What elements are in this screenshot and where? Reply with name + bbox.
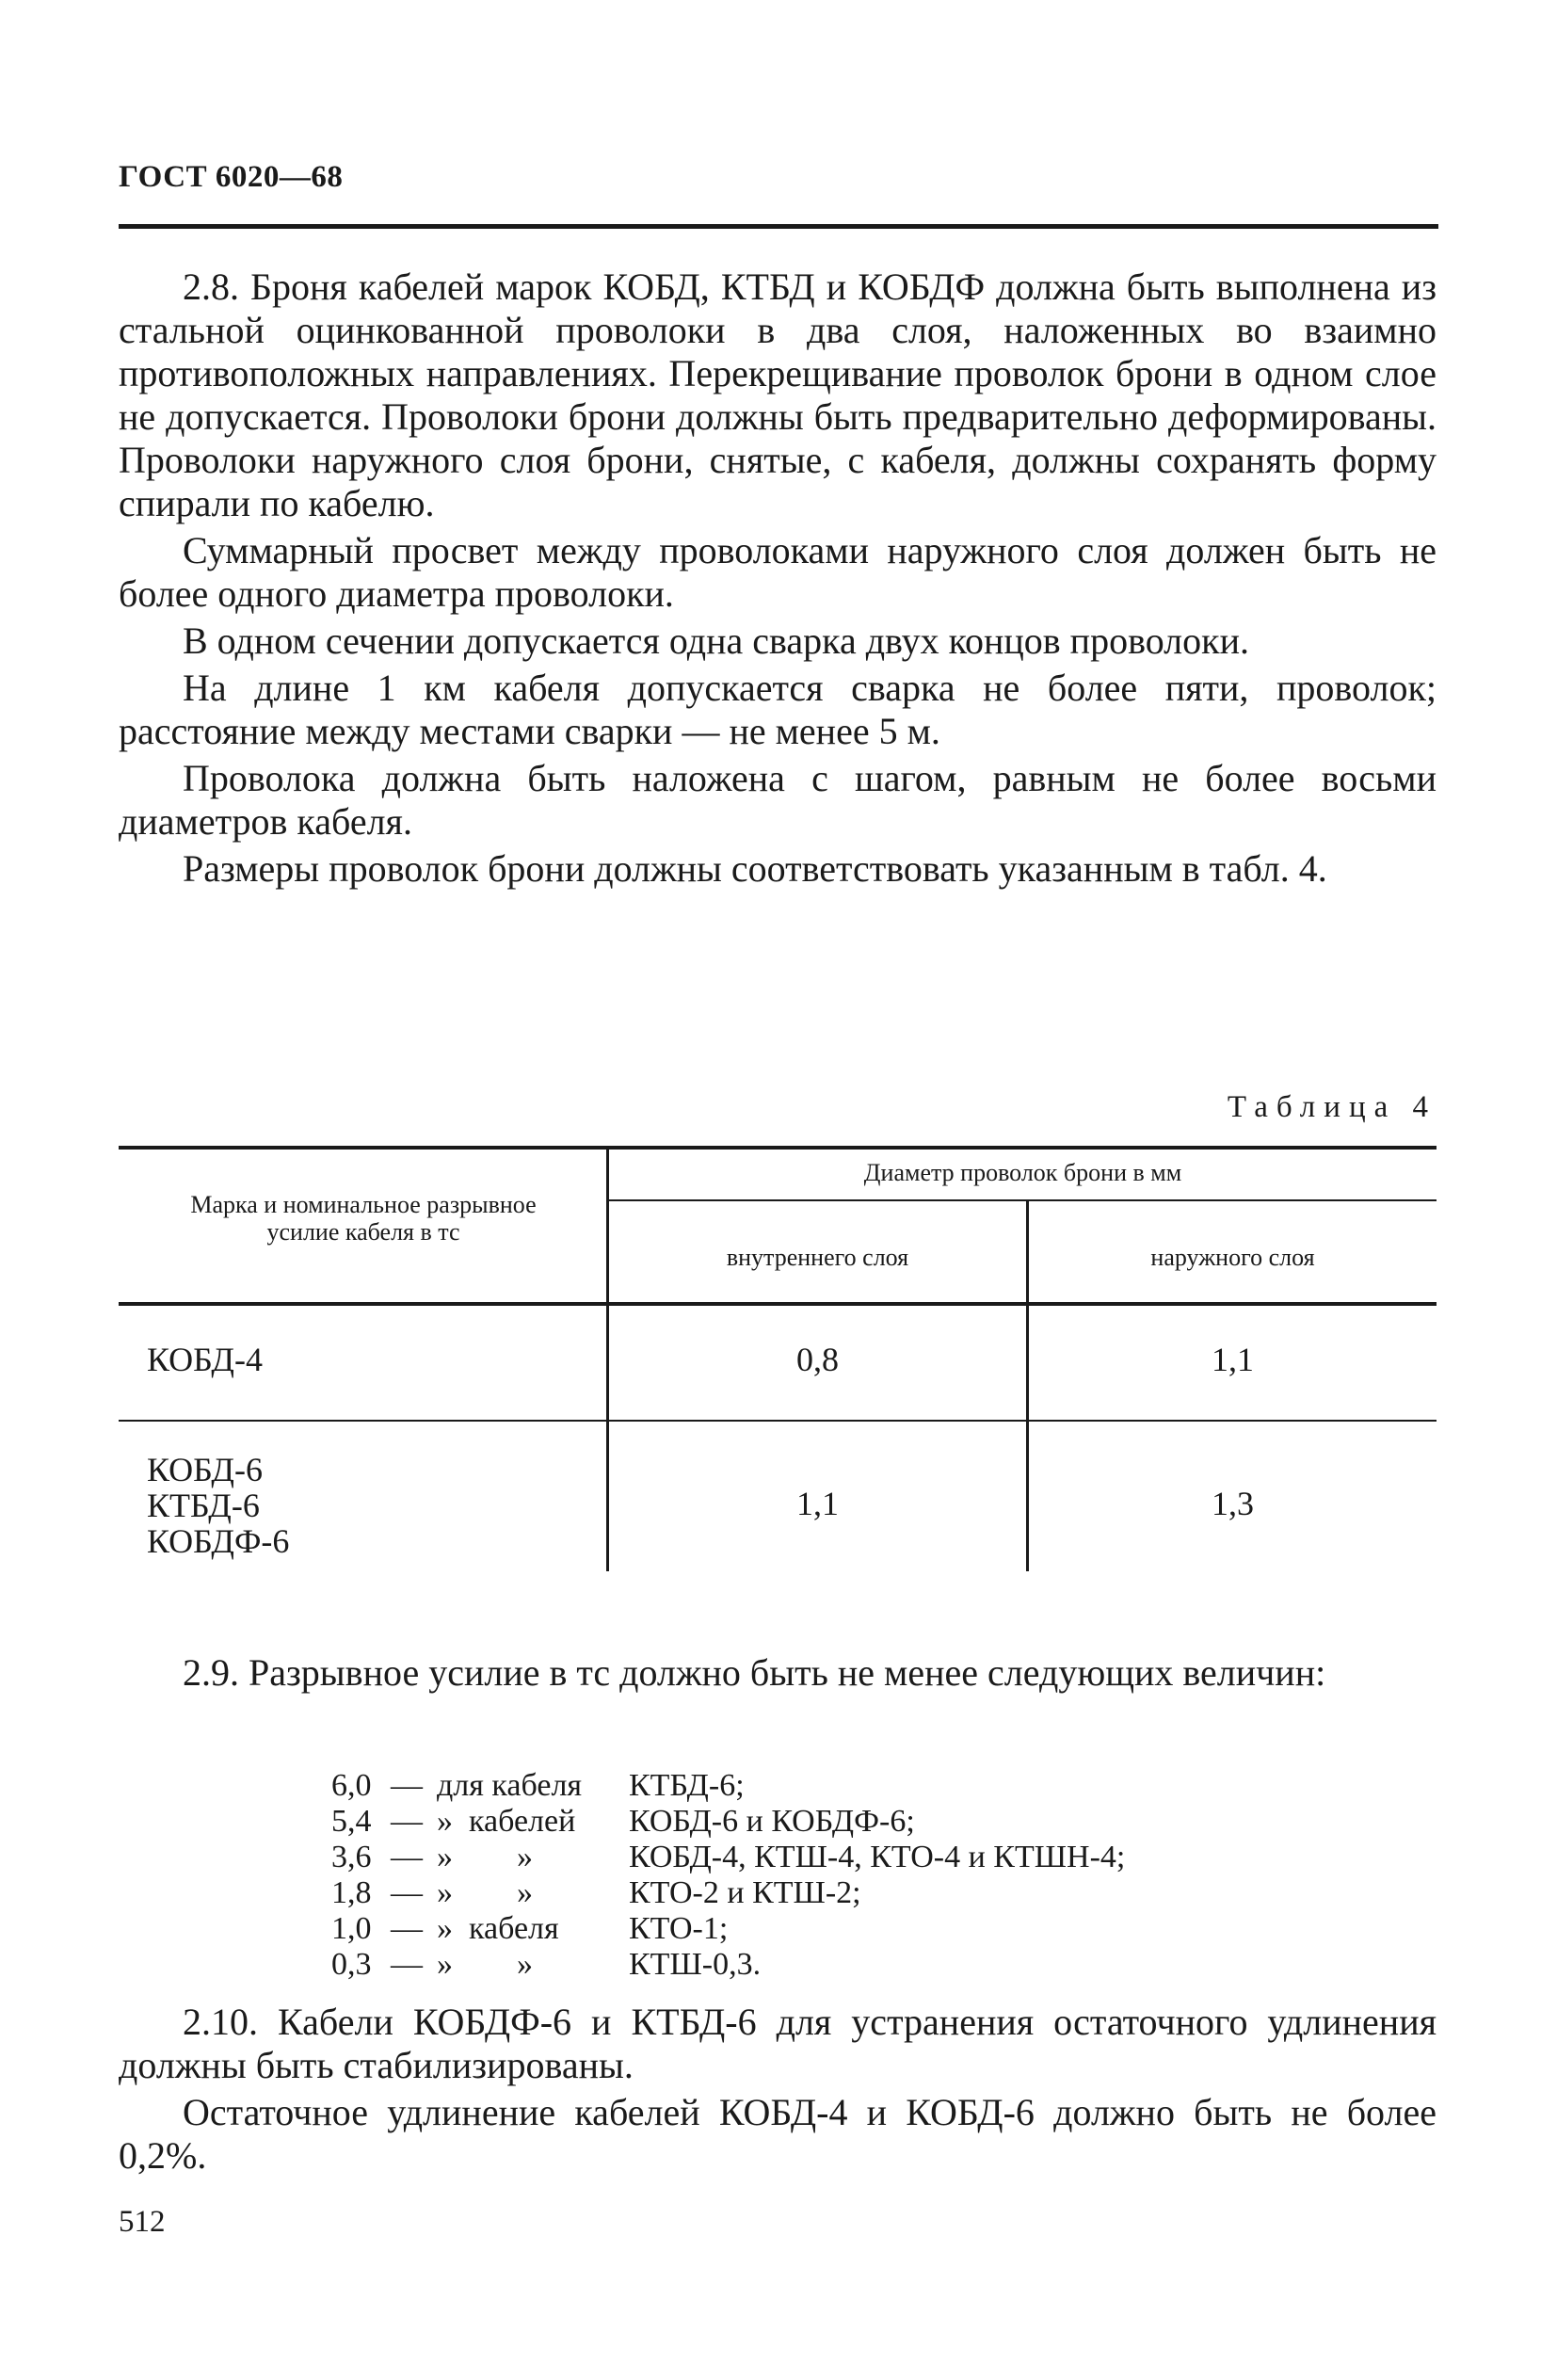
cable-marks: КТБД-6; <box>629 1768 745 1803</box>
table-header-inner: внутреннего слоя <box>726 1244 909 1271</box>
dash: — <box>391 1875 423 1910</box>
cable-marks: КТШ-0,3. <box>629 1947 762 1982</box>
force-word: для кабеля <box>437 1768 583 1803</box>
table-header-outer: наружного слоя <box>1150 1244 1315 1271</box>
cable-marks: КОБД-4, КТШ-4, КТО-4 и КТШН-4; <box>629 1840 1126 1874</box>
paragraph: В одном сечении допускается одна сварка двух концов проволоки. <box>183 619 1249 662</box>
table-cell-inner: 0,8 <box>796 1341 839 1378</box>
dash: — <box>391 1840 423 1874</box>
table-header-diameter: Диаметр проволок брони в мм <box>863 1159 1182 1186</box>
dash: — <box>391 1768 423 1803</box>
force-word: » кабелей <box>437 1804 576 1839</box>
force-word: » » <box>437 1875 533 1910</box>
force-word: » кабеля <box>437 1911 559 1946</box>
table-header-mark: Марка и номинальное разрывное усилие кабеля в тс <box>190 1191 537 1246</box>
table-group-rule <box>609 1199 1437 1201</box>
cable-marks: КТО-1; <box>629 1911 729 1946</box>
table-cell-mark: КОБД-4 <box>147 1341 263 1378</box>
table-cell-inner: 1,1 <box>796 1485 839 1522</box>
cable-marks: КТО-2 и КТШ-2; <box>629 1875 861 1910</box>
dash: — <box>391 1947 423 1982</box>
document-header: ГОСТ 6020—68 <box>119 160 344 194</box>
force-word: » » <box>437 1840 533 1874</box>
paragraph: Суммарный просвет между проволоками наружного слоя должен быть не более одного диаметра проволоки. <box>119 529 1437 615</box>
paragraph: На длине 1 км кабеля допускается сварка не более пяти, проволок; расстояние между местами сварки — не менее 5 м. <box>119 667 1437 752</box>
section-2-10 <box>119 2001 1437 2181</box>
force-value: 1,8 <box>331 1875 372 1910</box>
paragraph: Размеры проволок брони должны соответствовать указанным в табл. 4. <box>183 847 1327 890</box>
table-cell-mark: КОБД-6 КТБД-6 КОБДФ-6 <box>147 1451 290 1560</box>
table-top-rule <box>119 1146 1437 1150</box>
section-2-8 <box>119 265 1437 894</box>
header-rule <box>119 224 1438 229</box>
force-word: » » <box>437 1947 533 1982</box>
force-value: 0,3 <box>331 1947 372 1982</box>
dash: — <box>391 1804 423 1839</box>
force-value: 5,4 <box>331 1804 372 1839</box>
table-4 <box>119 1146 1437 1571</box>
paragraph: 2.10. Кабели КОБДФ-6 и КТБД-6 для устранения остаточного удлинения должны быть стабилизированы. <box>119 2001 1437 2086</box>
paragraph: 2.8. Броня кабелей марок КОБД, КТБД и КОБДФ должна быть выполнена из стальной оцинкованной проволоки в два слоя, наложенных во взаимно противоположных направлениях. Перекрещивание проволок брони в одном слое не допускается. Проволоки брони должны быть предварительно деформированы. Проволоки наружного слоя брони, снятые, с кабеля, должны сохранять форму спирали по кабелю. <box>119 265 1437 524</box>
force-value: 6,0 <box>331 1768 372 1803</box>
paragraph: Остаточное удлинение кабелей КОБД-4 и КОБД-6 должно быть не более 0,2%. <box>119 2091 1437 2177</box>
paragraph: Проволока должна быть наложена с шагом, равным не более восьми диаметров кабеля. <box>119 757 1437 843</box>
force-value: 1,0 <box>331 1911 372 1946</box>
table-caption: Таблица 4 <box>1227 1090 1437 1124</box>
section-2-9 <box>119 1651 1437 1698</box>
dash: — <box>391 1911 423 1946</box>
cable-marks: КОБД-6 и КОБДФ-6; <box>629 1804 915 1839</box>
force-value: 3,6 <box>331 1840 372 1874</box>
paragraph: 2.9. Разрывное усилие в тс должно быть не менее следующих величин: <box>183 1651 1326 1694</box>
page-number: 512 <box>119 2205 166 2239</box>
table-cell-outer: 1,3 <box>1212 1485 1254 1522</box>
table-header-rule <box>119 1302 1437 1306</box>
table-cell-outer: 1,1 <box>1212 1341 1254 1378</box>
table-row-rule <box>119 1420 1437 1422</box>
